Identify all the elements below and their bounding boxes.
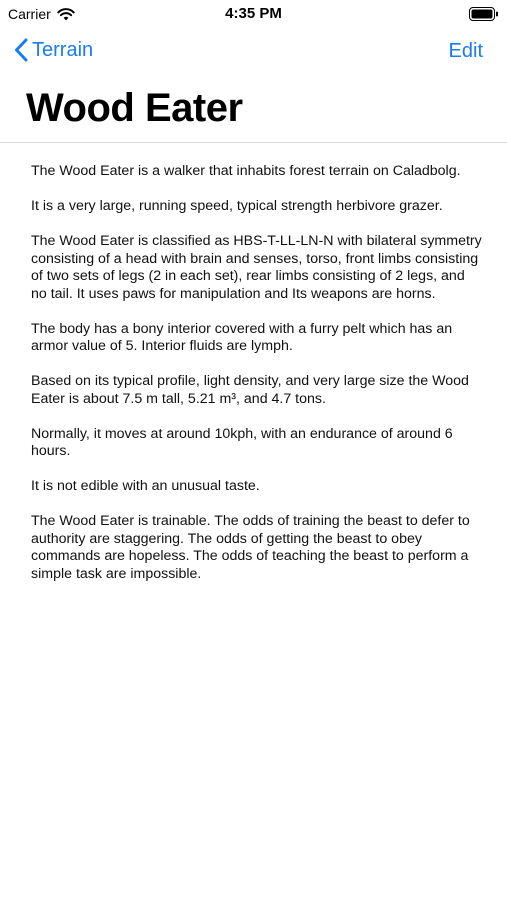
back-button[interactable] — [14, 38, 93, 62]
carrier-label: Carrier — [8, 6, 51, 22]
status-time: 4:35 PM — [225, 5, 282, 22]
paragraph-habitat: The Wood Eater is a walker that inhabits forest terrain on Caladbolg. — [31, 163, 461, 179]
paragraph-movement: Normally, it moves at around 10kph, with an endurance of around 6 hours. — [31, 425, 453, 459]
status-bar — [0, 0, 507, 30]
battery-icon — [469, 7, 499, 21]
edit-button[interactable]: Edit — [448, 40, 483, 62]
paragraph-edibility: It is not edible with an unusual taste. — [31, 478, 260, 494]
paragraph-body: The body has a bony interior covered with a furry pelt which has an armor value of 5. Interior fluids are lymph. — [31, 320, 453, 354]
navigation-bar — [0, 30, 507, 74]
paragraph-classification: The Wood Eater is classified as HBS-T-LL-LN-N with bilateral symmetry consisting of a head with brain and senses, torso, front limbs consisting of two sets of legs (2 in each set), rear limbs consisting of 2 legs, and no tail. It uses paws for manipulation and Its weapons are horns. — [31, 233, 482, 302]
chevron-left-icon — [14, 38, 28, 62]
paragraph-size: It is a very large, running speed, typical strength herbivore grazer. — [31, 198, 443, 214]
paragraph-dimensions: Based on its typical profile, light density, and very large size the Wood Eater is about 7.5 m tall, 5.21 m³, and 4.7 tons. — [31, 373, 469, 407]
divider — [0, 142, 507, 143]
description-text-view[interactable] — [31, 163, 483, 601]
paragraph-training: The Wood Eater is trainable. The odds of training the beast to defer to authority are staggering. The odds of getting the beast to obey commands are hopeless. The odds of teaching the beast to perform a simple task are impossible. — [31, 513, 470, 582]
page-title: Wood Eater — [26, 86, 243, 130]
back-button-label: Terrain — [32, 38, 94, 61]
